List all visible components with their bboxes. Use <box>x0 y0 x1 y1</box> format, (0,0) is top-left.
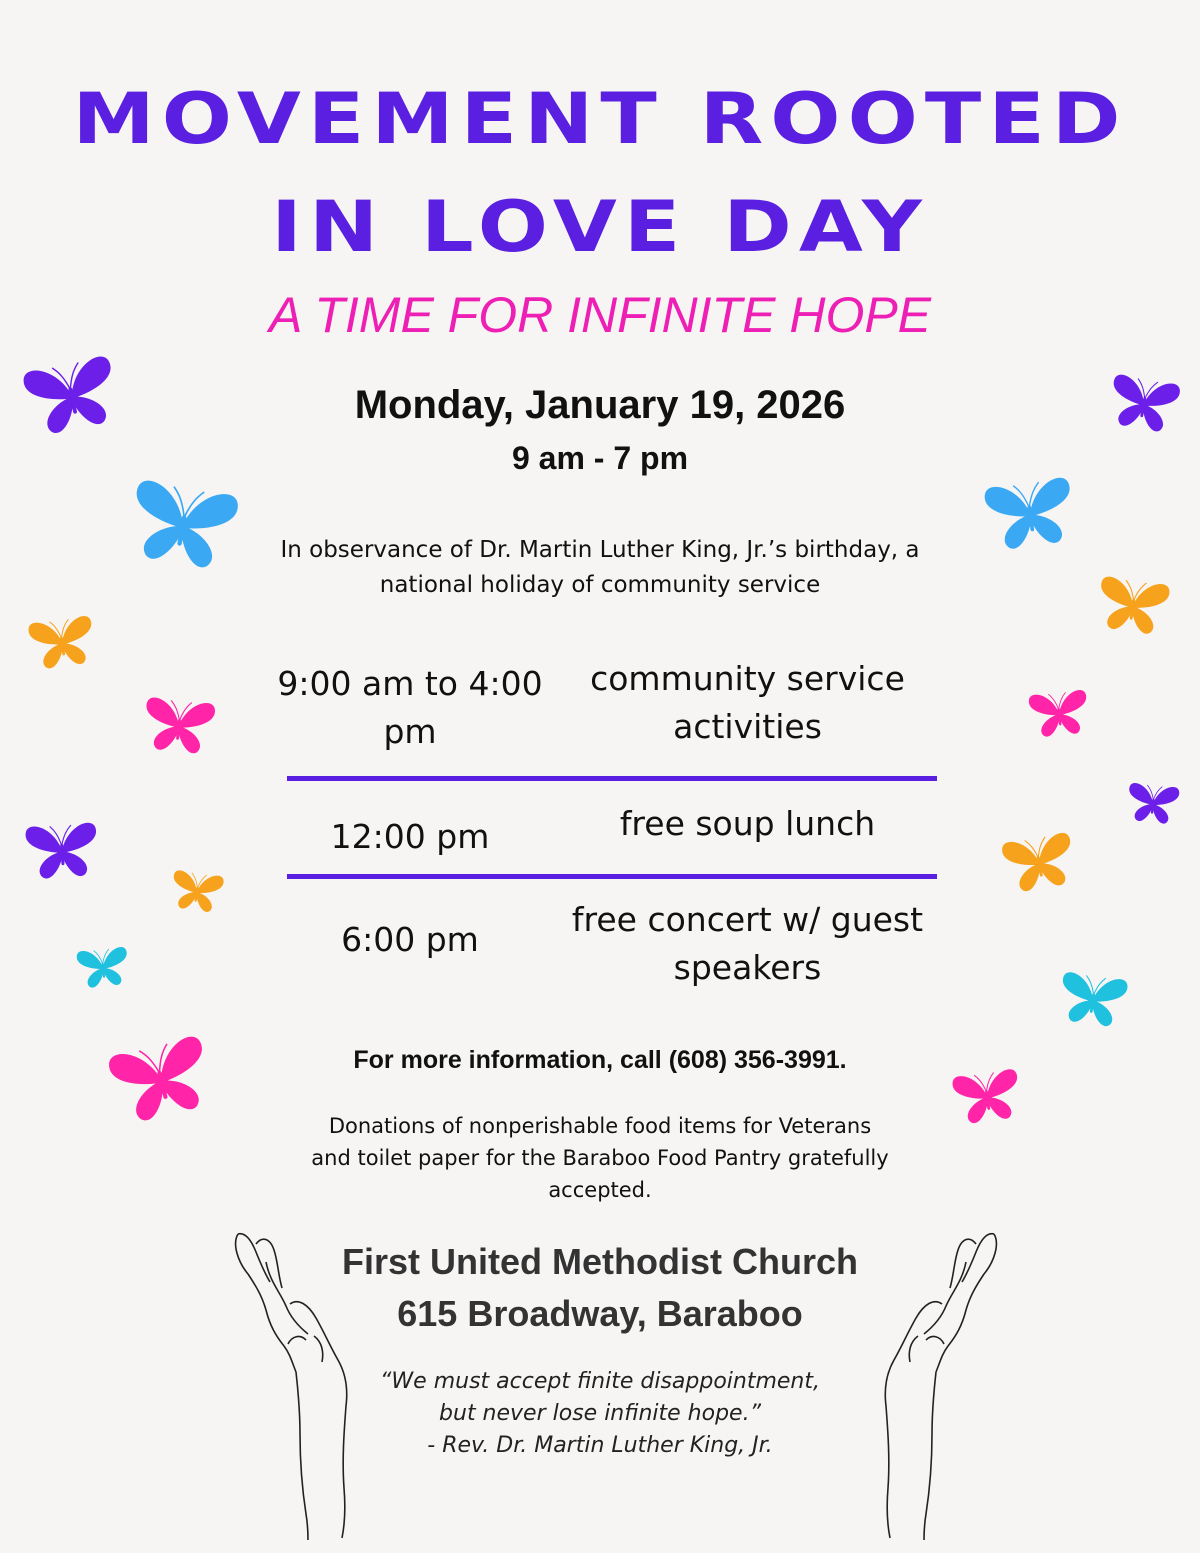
venue-name: First United Methodist Church <box>342 1241 858 1282</box>
donations-line-3: accepted. <box>548 1178 652 1202</box>
butterfly-icon <box>1124 777 1183 828</box>
schedule-activity: free concert w/ guest speakers <box>571 900 924 987</box>
butterfly-icon <box>74 941 133 992</box>
butterfly-icon <box>17 347 126 443</box>
butterfly-icon <box>24 610 99 675</box>
schedule-divider <box>287 776 937 781</box>
donations-text <box>0 1110 1200 1206</box>
quote-line-2: but never lose infinite hope.” <box>439 1401 761 1426</box>
butterfly-icon <box>997 824 1081 900</box>
event-hours: 9 am - 7 pm <box>511 440 689 476</box>
schedule-activity: community service activities <box>590 659 905 746</box>
open-hand-icon <box>226 1222 376 1542</box>
event-date: Monday, January 19, 2026 <box>354 383 846 427</box>
butterfly-icon <box>948 1061 1026 1130</box>
butterfly-icon <box>1103 366 1185 440</box>
butterfly-icon <box>1092 569 1174 641</box>
quote-line-1: “We must accept finite disappointment, <box>380 1369 820 1394</box>
quote-attribution: - Rev. Dr. Martin Luther King, Jr. <box>427 1433 773 1458</box>
schedule-activity: free soup lunch <box>619 804 876 843</box>
donations-line-2: and toilet paper for the Baraboo Food Pantry gratefully <box>311 1146 889 1170</box>
butterfly-icon <box>22 815 102 884</box>
butterfly-icon <box>1054 965 1131 1032</box>
butterfly-icon <box>139 690 219 759</box>
event-title-line-2: IN LOVE DAY <box>271 186 929 268</box>
event-subtitle: A TIME FOR INFINITE HOPE <box>268 287 932 343</box>
schedule-time: 12:00 pm <box>330 817 490 856</box>
butterfly-icon <box>167 864 227 917</box>
schedule-divider <box>287 874 937 879</box>
venue <box>0 1236 1200 1340</box>
contact-info: For more information, call (608) 356-3991. <box>353 1046 847 1074</box>
schedule-time: 9:00 am to 4:00 pm <box>277 664 543 751</box>
butterfly-icon <box>979 468 1081 558</box>
butterfly-icon <box>1025 683 1092 743</box>
observance-line-1: In observance of Dr. Martin Luther King, Jr.’s birthday, a <box>280 537 920 563</box>
observance-line-2: national holiday of community service <box>379 572 821 598</box>
butterfly-icon <box>121 469 245 579</box>
donations-line-1: Donations of nonperishable food items for Veterans <box>328 1114 872 1138</box>
event-title-line-1: MOVEMENT ROOTED <box>72 78 1128 160</box>
open-hand-icon <box>856 1222 1006 1542</box>
schedule-time: 6:00 pm <box>341 920 479 959</box>
venue-address: 615 Broadway, Baraboo <box>397 1293 803 1334</box>
quote <box>0 1366 1200 1462</box>
